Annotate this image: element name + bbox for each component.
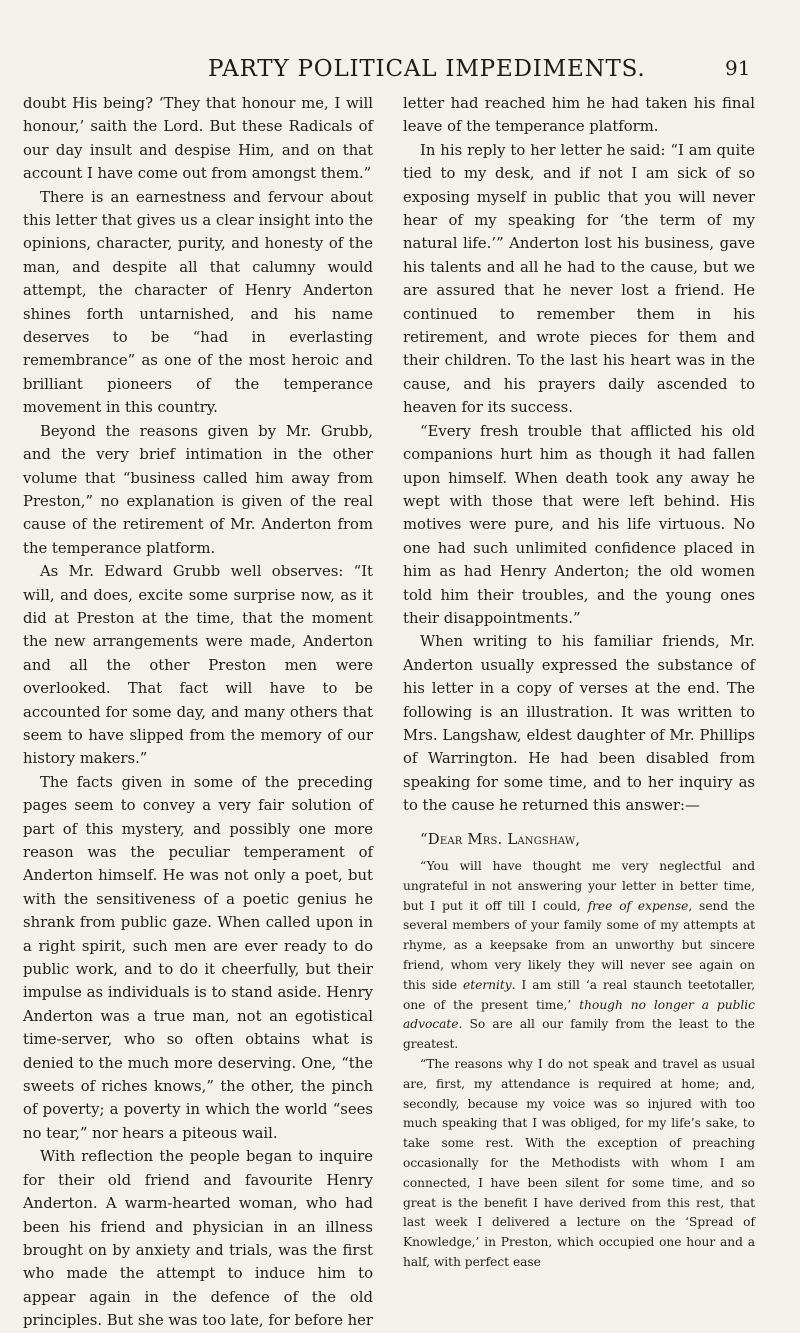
left-paragraph-2: There is an earnestness and fervour about this letter that gives us a clear insight into the opinions, character, purity, and honesty of the man, and despite all that calumny would attempt, the character of Henry Anderton shines forth untarnished, and his name deserves to be “had in everlasting remembrance” as one of the most heroic and brilliant pioneers of the temperance movement in this country.: [23, 188, 373, 417]
left-column: [23, 92, 373, 1333]
letter-text-segment: . I am still ‘a real staunch teetotaller, one of the present time,’: [403, 977, 755, 1012]
left-paragraph-1: doubt His being? ‘They that honour me, I will honour,’ saith the Lord. But these Radicals of our day insult and despise Him, and on that account I have come out from amongst them.”: [23, 95, 373, 183]
right-paragraph-1: letter had reached him he had taken his final leave of the temperance platform.: [403, 95, 755, 136]
page-number: 91: [725, 56, 751, 80]
letter-text-segment: . So are all our family from the least to the greatest.: [403, 1017, 755, 1052]
letter-body: [403, 857, 755, 1273]
italic-phrase: eternity: [463, 977, 512, 992]
italic-phrase: though no longer a public advocate: [403, 997, 755, 1032]
right-column: [403, 92, 755, 1273]
italic-phrase: free of expense: [587, 898, 689, 913]
left-paragraph-3: Beyond the reasons given by Mr. Grubb, and the very brief intimation in the other volume that “business called him away from Preston,” no explanation is given of the real cause of the retirement of Mr. Anderton from the temperance platform.: [23, 422, 373, 557]
letter-paragraph-1: [403, 857, 755, 1055]
right-paragraph-3: “Every fresh trouble that afflicted his old companions hurt him as though it had fallen upon himself. When death took any away he wept with those that were left behind. His motives were pure, and his life virtuous. No one had such unlimited confidence placed in him as had Henry Anderton; the old women told him their troubles, and the young ones their disappointments.”: [403, 422, 755, 627]
page-header: [0, 56, 800, 86]
letter-paragraph-2: “The reasons why I do not speak and travel as usual are, first, my attendance is required at home; and, secondly, because my voice was so injured with too much speaking that I was obliged, for my life’s sake, to take some rest. With the exception of preaching occasionally for the Methodists with whom I am connected, I have been silent for some time, and so great is the benefit I have derived from this rest, that last week I delivered a lecture on the ‘Spread of Knowledge,’ in Preston, which occupied one hour and a half, with perfect ease: [403, 1056, 755, 1269]
right-paragraph-2: In his reply to her letter he said: “I am quite tied to my desk, and if not I am sick of so exposing myself in public that you will never hear of my speaking for ‘the term of my natural life.’” Anderton lost his business, gave his talents and all he had to the cause, but we are assured that he never lost a friend. He continued to remember them in his retirement, and wrote pieces for them and their children. To the last his heart was in the cause, and his prayers daily ascended to heaven for its success.: [403, 141, 755, 417]
letter-salutation: “Dear Mrs. Langshaw,: [420, 830, 581, 848]
right-paragraph-4: When writing to his familiar friends, Mr. Anderton usually expressed the substance of his letter in a copy of verses at the end. The following is an illustration. It was written to Mrs. Langshaw, eldest daughter of Mr. Phillips of Warrington. He had been disabled from speaking for some time, and to her inquiry as to the cause he returned this answer:—: [403, 633, 755, 815]
running-head: PARTY POLITICAL IMPEDIMENTS.: [208, 56, 646, 82]
left-paragraph-4: As Mr. Edward Grubb well observes: “It will, and does, excite some surprise now, as it did at Preston at the time, that the moment the new arrangements were made, Anderton and all the other Preston men were overlooked. That fact will have to be accounted for some day, and many others that seem to have slipped from the memory of our history makers.”: [23, 563, 373, 768]
left-paragraph-6: With reflection the people began to inquire for their old friend and favourite Henry Anderton. A warm-hearted woman, who had been his friend and physician in an illness brought on by anxiety and trials, was the first who made the attempt to induce him to appear again in the defence of the old principles. But she was too late, for before her: [23, 1148, 374, 1330]
left-paragraph-5: The facts given in some of the preceding pages seem to convey a very fair solution of part of this mystery, and possibly one more reason was the peculiar temperament of Anderton himself. He was not only a poet, but with the sensitiveness of a poetic genius he shrank from public gaze. When called upon in a right spirit, such men are ever ready to do public work, and to do it cheerfully, but their impulse as individuals is to stand aside. Henry Anderton was a true man, not an egotistical time-server, who so often obtains what is denied to the much more deserving. One, “the sweets of riches knows,” the other, the pinch of poverty; a poverty in which the world “sees no tear,” nor hears a piteous wail.: [23, 773, 373, 1142]
letter-text-segment: “You will have thought me very neglectful and ungrateful in not answering your letter in better time, but I put it off till I could,: [403, 859, 755, 913]
letter-text-segment: , send the several members of your family some of my attempts at rhyme, as a keepsake from an unworthy but sincere friend, whom very likely they will never see again on this side: [403, 898, 755, 992]
